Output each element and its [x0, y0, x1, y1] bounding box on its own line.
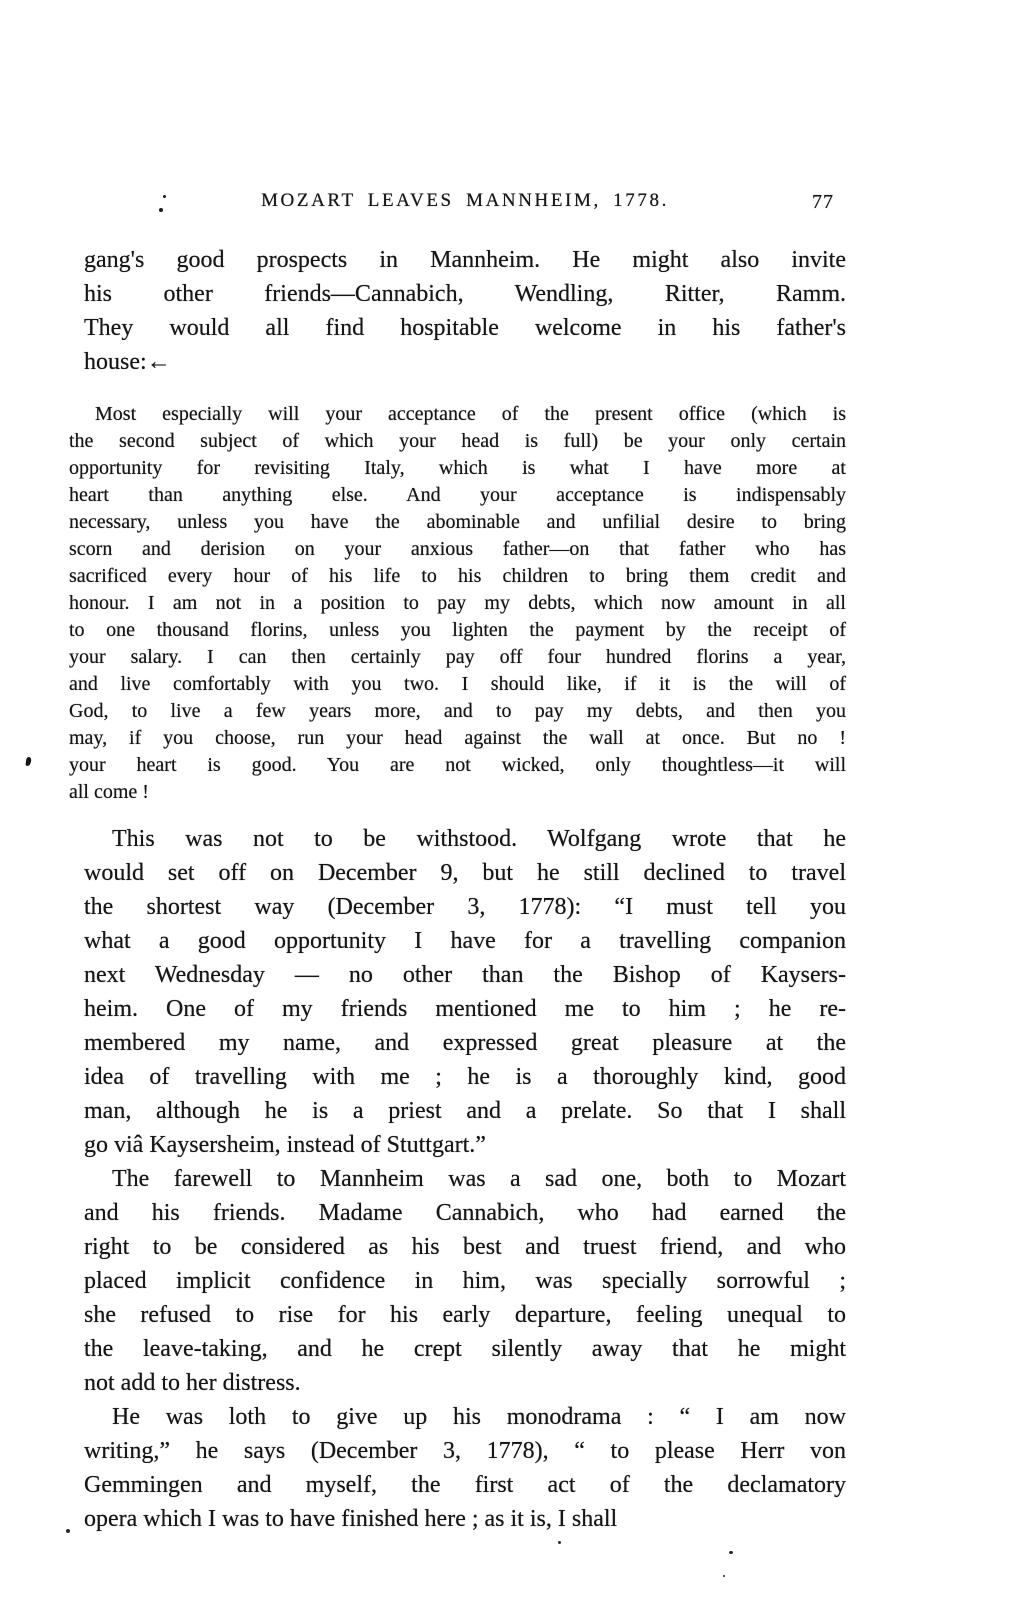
text-line: and his friends. Madame Cannabich, who had earned the — [84, 1200, 846, 1226]
text-line: your salary. I can then certainly pay off four hundred florins a year, — [69, 646, 846, 668]
text-line: God, to live a few years more, and to pay my debts, and then you — [69, 700, 846, 722]
paragraph-withstood — [84, 822, 846, 1162]
text-line: house:← — [84, 349, 171, 375]
text-line: heim. One of my friends mentioned me to him ; he re- — [84, 996, 846, 1022]
text-line: necessary, unless you have the abominable and unfilial desire to bring — [69, 511, 846, 533]
text-line: writing,” he says (December 3, 1778), “ to please Herr von — [84, 1438, 846, 1464]
text-line: sacrificed every hour of his life to his children to bring them credit and — [69, 565, 846, 587]
text-line: would set off on December 9, but he still declined to travel — [84, 860, 846, 886]
text-line: to one thousand florins, unless you lighten the payment by the receipt of — [69, 619, 846, 641]
text-line: and live comfortably with you two. I should like, if it is the will of — [69, 673, 846, 695]
text-line: she refused to rise for his early departure, feeling unequal to — [84, 1302, 846, 1328]
ink-speck — [723, 1575, 725, 1577]
paragraph-monodrama — [84, 1400, 846, 1536]
text-line: This was not to be withstood. Wolfgang wrote that he — [112, 826, 846, 852]
text-line: opportunity for revisiting Italy, which is what I have more at — [69, 457, 846, 479]
text-line: idea of travelling with me ; he is a thoroughly kind, good — [84, 1064, 846, 1090]
letter-blockquote — [69, 401, 846, 806]
text-line: may, if you choose, run your head against the wall at once. But no ! — [69, 727, 846, 749]
text-line: all come ! — [69, 781, 149, 803]
text-line: man, although he is a priest and a prelate. So that I shall — [84, 1098, 846, 1124]
text-line: placed implicit confidence in him, was specially sorrowful ; — [84, 1268, 846, 1294]
ink-speck — [558, 1541, 561, 1544]
text-line: not add to her distress. — [84, 1370, 301, 1396]
text-line: heart than anything else. And your acceptance is indispensably — [69, 484, 846, 506]
text-line: next Wednesday — no other than the Bishop of Kaysers- — [84, 962, 846, 988]
text-line: what a good opportunity I have for a travelling companion — [84, 928, 846, 954]
page-text-block — [69, 243, 846, 1536]
page-title: MOZART LEAVES MANNHEIM, 1778. — [261, 190, 669, 211]
running-header — [84, 190, 846, 220]
text-line: gang's good prospects in Mannheim. He might also invite — [84, 247, 846, 273]
text-line: The farewell to Mannheim was a sad one, both to Mozart — [112, 1166, 846, 1192]
text-line: go viâ Kaysersheim, instead of Stuttgart.” — [84, 1132, 486, 1158]
margin-ink-mark — [25, 757, 31, 767]
text-line: the second subject of which your head is full) be your only certain — [69, 430, 846, 452]
text-line: Gemmingen and myself, the first act of the declamatory — [84, 1472, 846, 1498]
text-line: He was loth to give up his monodrama : “ I am now — [112, 1404, 846, 1430]
paragraph-continuation — [84, 243, 846, 379]
ink-speck — [66, 1529, 70, 1533]
text-line: scorn and derision on your anxious father—on that father who has — [69, 538, 846, 560]
text-line: honour. I am not in a position to pay my debts, which now amount in all — [69, 592, 846, 614]
text-line: the leave-taking, and he crept silently away that he might — [84, 1336, 846, 1362]
text-line: They would all find hospitable welcome in his father's — [84, 315, 846, 341]
text-line: his other friends—Cannabich, Wendling, Ritter, Ramm. — [84, 281, 846, 307]
text-line: your heart is good. You are not wicked, only thoughtless—it will — [69, 754, 846, 776]
page-number: 77 — [812, 191, 834, 213]
text-line: the shortest way (December 3, 1778): “I must tell you — [84, 894, 846, 920]
text-line: Most especially will your acceptance of the present office (which is — [95, 403, 846, 425]
text-line: opera which I was to have finished here ; as it is, I shall — [84, 1506, 618, 1532]
text-line: membered my name, and expressed great pleasure at the — [84, 1030, 846, 1056]
text-line: right to be considered as his best and truest friend, and who — [84, 1234, 846, 1260]
ink-speck — [729, 1551, 733, 1554]
paragraph-farewell — [84, 1162, 846, 1400]
